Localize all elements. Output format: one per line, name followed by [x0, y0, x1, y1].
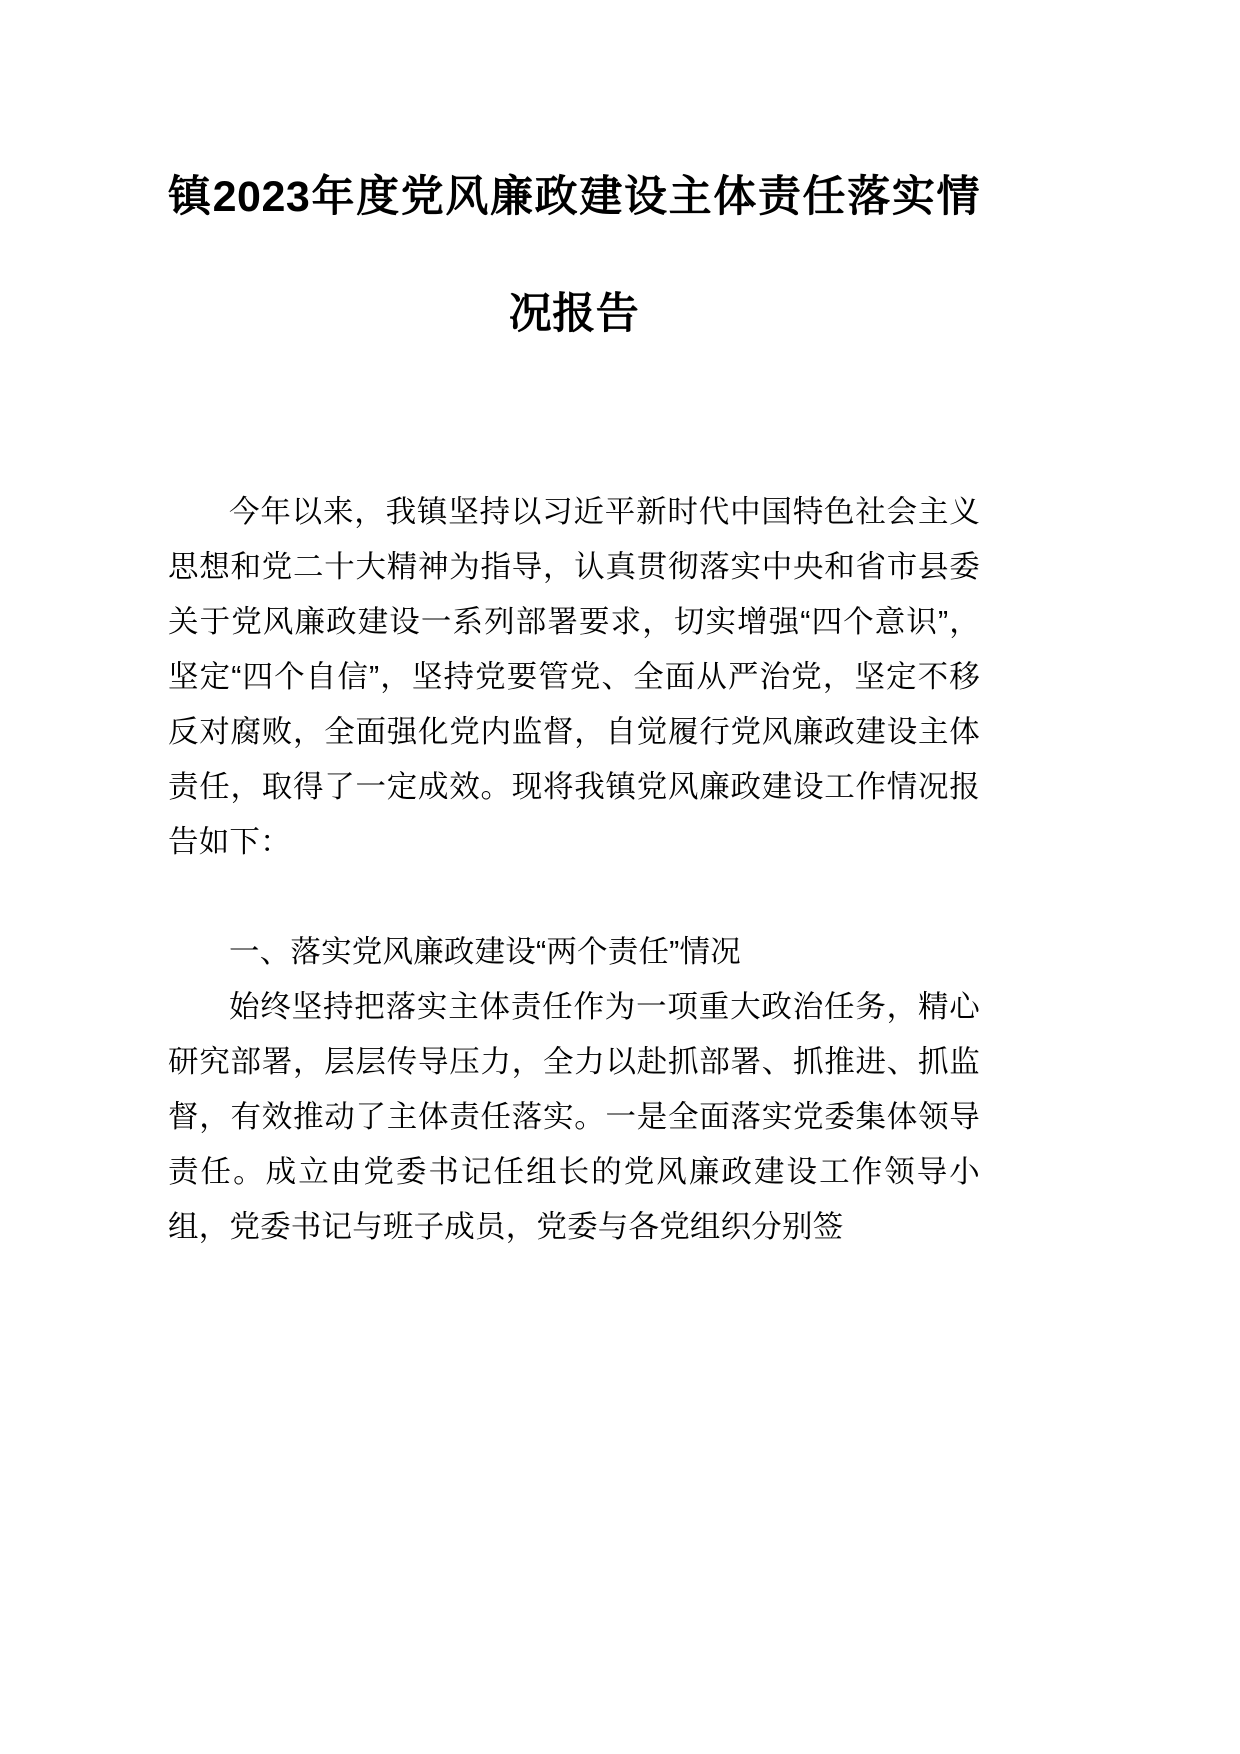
- page-title-line-1: 镇2023年度党风廉政建设主体责任落实情: [168, 173, 980, 221]
- section-one-paragraph: 始终坚持把落实主体责任作为一项重大政治任务，精心研究部署，层层传导压力，全力以赴抓部署、抓推进、抓监督，有效推动了主体责任落实。一是全面落实党委集体领导责任。成立由党委书记任组长的党风廉政建设工作领导小组，党委书记与班子成员，党委与各党组织分别签: [168, 990, 980, 1245]
- section-heading-one: 一、落实党风廉政建设“两个责任”情况: [229, 935, 741, 970]
- document-body: [168, 485, 980, 1255]
- page-title: [168, 0, 980, 337]
- intro-paragraph: 今年以来，我镇坚持以习近平新时代中国特色社会主义思想和党二十大精神为指导，认真贯彻落实中央和省市县委关于党风廉政建设一系列部署要求，切实增强“四个意识”，坚定“四个自信”，坚持党要管党、全面从严治党，坚定不移反对腐败，全面强化党内监督，自觉履行党风廉政建设主体责任，取得了一定成效。现将我镇党风廉政建设工作情况报告如下：: [168, 495, 980, 860]
- document-content: [168, 0, 980, 1255]
- page-title-line-2: 况报告: [508, 290, 640, 339]
